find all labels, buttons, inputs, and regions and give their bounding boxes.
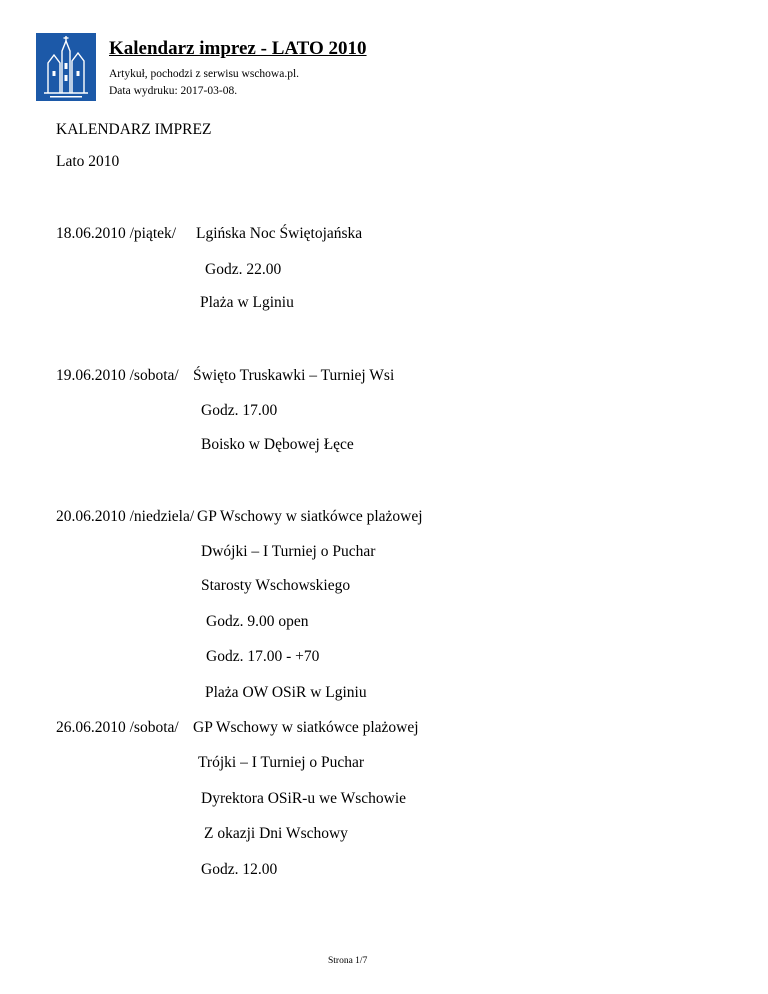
event-venue: Boisko w Dębowej Łęce [201,436,354,453]
page-number: Strona 1/7 [328,956,368,966]
season-label: Lato 2010 [56,153,120,170]
event-venue: Plaża w Lginiu [200,294,294,311]
page-title: Kalendarz imprez - LATO 2010 [109,38,367,59]
event-date: 19.06.2010 /sobota/ [56,367,179,384]
event-name: GP Wschowy w siatkówce plażowej [193,719,419,736]
calendar-heading: KALENDARZ IMPREZ [56,121,212,138]
event-detail: Trójki – I Turniej o Puchar [198,754,365,771]
event-date: 18.06.2010 /piątek/ [56,225,177,242]
event-time: Godz. 17.00 [201,402,278,419]
event-date: 20.06.2010 /niedziela/ [56,508,195,525]
event-date: 26.06.2010 /sobota/ [56,719,179,736]
event-name: Lgińska Noc Świętojańska [196,225,363,242]
print-date: Data wydruku: 2017-03-08. [109,85,238,97]
event-detail: Z okazji Dni Wschowy [204,825,348,842]
event-name: GP Wschowy w siatkówce plażowej [197,508,423,525]
source-note: Artykuł, pochodzi z serwisu wschowa.pl. [109,68,300,80]
site-logo [36,33,96,101]
event-time: Godz. 12.00 [201,861,278,878]
event-time: Godz. 22.00 [205,261,282,278]
event-time: Godz. 17.00 - +70 [206,648,320,665]
event-detail: Dyrektora OSiR-u we Wschowie [201,790,407,807]
event-time: Godz. 9.00 open [206,613,309,630]
event-name: Święto Truskawki – Turniej Wsi [193,367,395,384]
event-detail: Dwójki – I Turniej o Puchar [201,543,376,560]
event-detail: Starosty Wschowskiego [201,577,351,594]
event-venue: Plaża OW OSiR w Lginiu [205,684,367,701]
